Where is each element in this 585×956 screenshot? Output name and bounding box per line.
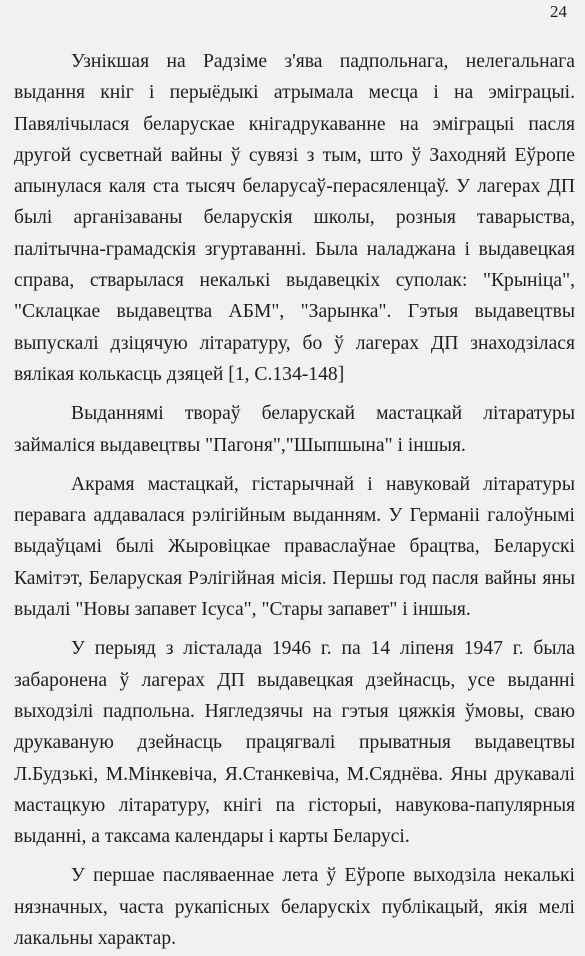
paragraph-emigration-publishing: Узнікшая на Радзіме з'ява падпольнага, нелегальнага выдання кніг і перыёдыкі атрымала месца і на эміграцыі. Павялічылася беларускае кнігадрукаванне на эміграцыі пасля другой сусветнай вайны ў сувязі з тым, што ў Заходняй Еўропе апынулася каля ста тысяч беларусаў-перасяленцаў. У лагерах ДП былі арганізаваны беларускія школы, розныя таварыства, палітычна-грамадскія згуртаванні. Была наладжана і выдавецкая справа, стварылася некалькі выдавецкіх суполак: "Крыніца", "Склацкае выдавецтва АБМ", "Зарынка". Гэтыя выдавецтвы выпускалі дзіцячую літаратуру, бо ў лагерах ДП знаходзілася вялікая колькасць дзяцей [1, С.134-148] (14, 51, 575, 385)
page-number: 24 (550, 2, 567, 21)
document-body (14, 46, 575, 954)
paragraph-religious-publications: Акрамя мастацкай, гістарычнай і навуковай літаратуры перавага аддавалася рэлігійным выданням. У Германіі галоўнымі выдаўцамі былі Жыровіцкае праваслаўнае брацтва, Беларускі Камітэт, Беларуская Рэлігійная місія. Першы год пасля вайны яны выдалі "Новы запавет Ісуса", "Стары запавет" і іншыя. (14, 473, 575, 621)
paragraph-postwar-publications: У першае пасляваеннае лета ў Еўропе выходзіла некалькі нязначных, часта рукапісных беларускіх публікацый, якія мелі лакальны характар. (14, 865, 575, 950)
paragraph-literary-publishers: Выданнямі твораў беларускай мастацкай літаратуры займаліся выдавецтвы "Пагоня","Шыпшына" і іншыя. (14, 403, 575, 456)
paragraph-publishing-ban: У перыяд з лісталада 1946 г. па 14 ліпеня 1947 г. была забаронена ў лагерах ДП выдавецкая дзейнасць, усе выданні выходзілі падпольна. Нягледзячы на гэтыя цяжкія ўмовы, сваю друкаваную дзейнасць працягвалі прыватныя выдавецтвы Л.Будзькі, М.Мінкевіча, Я.Станкевіча, М.Сяднёва. Яны друкавалі мастацкую літаратуру, кнігі па гісторыі, навукова-папулярныя выданні, а таксама календары і карты Беларусі. (14, 638, 575, 848)
